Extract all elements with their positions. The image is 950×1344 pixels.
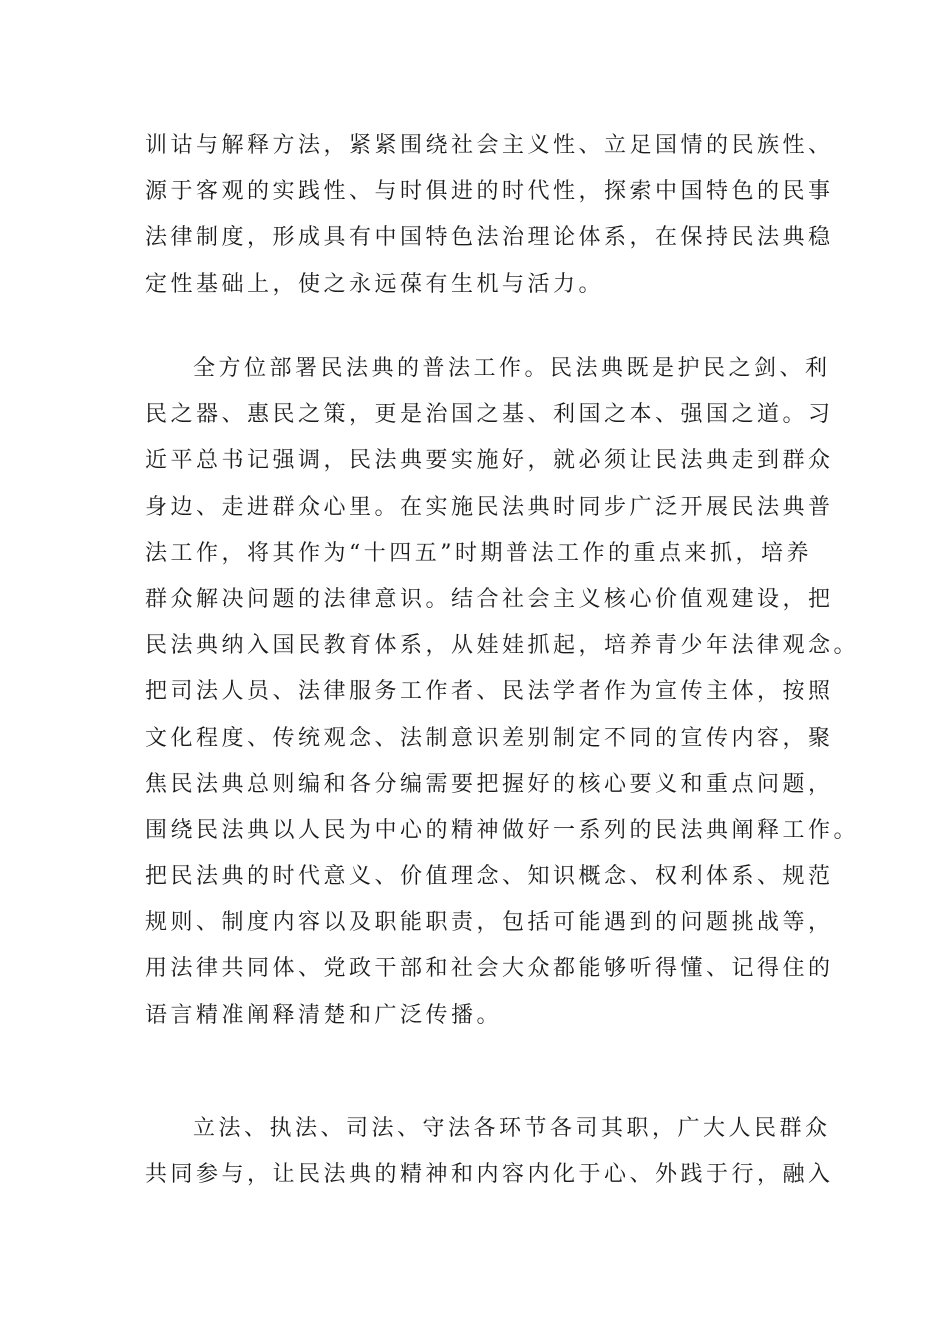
paragraph-line: 文化程度、传统观念、法制意识差别制定不同的宣传内容，聚 [145,725,834,751]
paragraph-line: 语言精准阐释清楚和广泛传播。 [145,1002,503,1028]
paragraph-line: 把民法典的时代意义、价值理念、知识概念、权利体系、规范 [145,864,834,890]
paragraph-line: 法工作，将其作为“十四五”时期普法工作的重点来抓，培养 [145,540,812,566]
paragraph-line: 立法、执法、司法、守法各环节各司其职，广大人民群众 [193,1116,831,1141]
paragraph-line: 用法律共同体、党政干部和社会大众都能够听得懂、记得住的 [145,956,834,982]
paragraph-2 [145,346,860,1039]
paragraph-line: 身边、走进群众心里。在实施民法典时同步广泛开展民法典普 [145,494,834,520]
paragraph-3 [145,1106,834,1198]
paragraph-line: 民之器、惠民之策，更是治国之基、利国之本、强国之道。习 [145,402,834,428]
paragraph-line: 源于客观的实践性、与时俱进的时代性，探索中国特色的民事 [145,179,834,205]
paragraph-1 [145,123,834,308]
paragraph-line: 训诂与解释方法，紧紧围绕社会主义性、立足国情的民族性、 [145,133,834,158]
paragraph-line: 把司法人员、法律服务工作者、民法学者作为宣传主体，按照 [145,679,834,705]
paragraph-line: 规则、制度内容以及职能职责，包括可能遇到的问题挑战等， [145,910,834,936]
paragraph-line: 焦民法典总则编和各分编需要把握好的核心要义和重点问题， [145,771,834,797]
paragraph-line: 围绕民法典以人民为中心的精神做好一系列的民法典阐释工作。 [145,817,860,843]
paragraph-line: 民法典纳入国民教育体系，从娃娃抓起，培养青少年法律观念。 [145,633,860,659]
paragraph-line: 全方位部署民法典的普法工作。民法典既是护民之剑、利 [193,356,831,381]
paragraph-line: 近平总书记强调，民法典要实施好，就必须让民法典走到群众 [145,448,834,474]
paragraph-line: 群众解决问题的法律意识。结合社会主义核心价值观建设，把 [145,586,834,612]
paragraph-line: 定性基础上，使之永远葆有生机与活力。 [145,271,605,297]
paragraph-line: 法律制度，形成具有中国特色法治理论体系，在保持民法典稳 [145,225,834,251]
paragraph-line: 共同参与，让民法典的精神和内容内化于心、外践于行，融入 [145,1162,834,1188]
